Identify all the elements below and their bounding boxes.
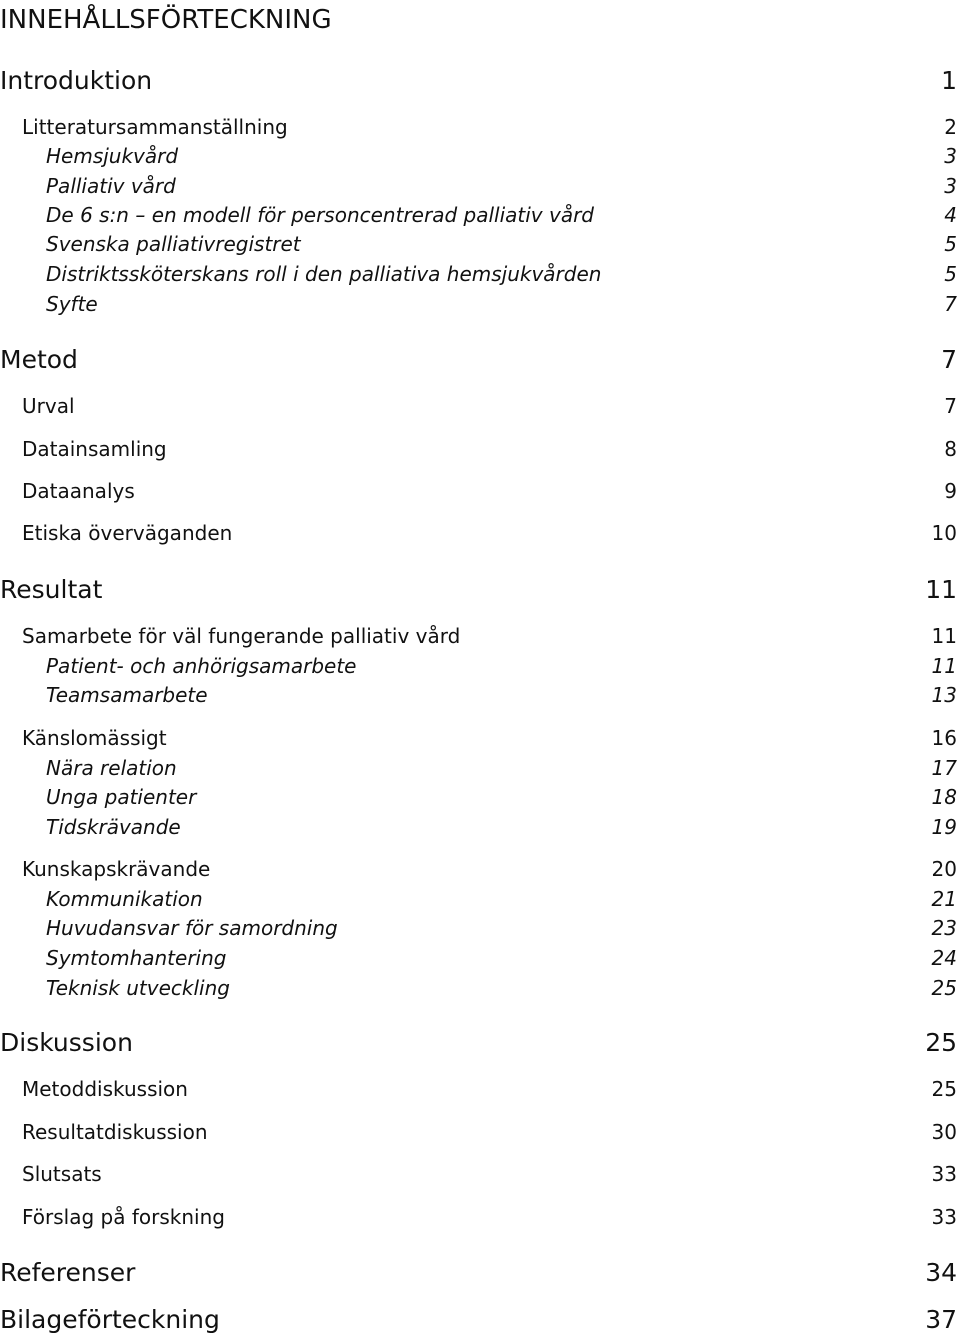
toc-entry-samarbete[interactable]	[0, 623, 957, 649]
toc-entry-page: 3	[944, 174, 957, 198]
toc-entry-label: Diskussion	[0, 1028, 133, 1057]
toc-entry-label: Tidskrävande	[46, 815, 181, 839]
toc-entry-label: Metoddiskussion	[22, 1077, 188, 1101]
toc-entry-label: Syfte	[46, 292, 98, 316]
toc-entry-page: 17	[931, 756, 957, 780]
toc-entry-label: Teamsamarbete	[46, 683, 208, 707]
toc-entry-resultat[interactable]	[0, 575, 957, 605]
toc-entry-label: Introduktion	[0, 66, 153, 95]
toc-entry-page: 11	[925, 575, 957, 604]
toc-entry-page: 25	[931, 1077, 957, 1101]
toc-entry-page: 33	[931, 1162, 957, 1186]
toc-entry-page: 21	[931, 887, 957, 911]
toc-entry-label: Känslomässigt	[22, 726, 167, 750]
toc-entry-page: 1	[941, 66, 957, 95]
toc-entry-kanslomassigt[interactable]	[0, 725, 957, 751]
toc-entry-label: Datainsamling	[22, 437, 167, 461]
toc-entry-bilageforteckning[interactable]	[0, 1305, 957, 1335]
toc-entry-teamsamarbete[interactable]	[0, 682, 957, 708]
toc-entry-label: Bilageförteckning	[0, 1305, 220, 1334]
toc-entry-patient-och-anhorigsamarbete[interactable]	[0, 653, 957, 679]
toc-entry-label: Unga patienter	[46, 785, 197, 809]
toc-entry-introduktion[interactable]	[0, 66, 957, 96]
toc-entry-label: Kommunikation	[46, 887, 203, 911]
toc-entry-tidskravande[interactable]	[0, 814, 957, 840]
toc-entry-distriktsskoterskans-roll[interactable]	[0, 261, 957, 287]
toc-entry-page: 19	[931, 815, 957, 839]
toc-entry-label: Palliativ vård	[46, 174, 176, 198]
toc-entry-label: Metod	[0, 345, 78, 374]
toc-entry-page: 20	[931, 857, 957, 881]
page-title: INNEHÅLLSFÖRTECKNING	[0, 5, 332, 35]
toc-entry-palliativ-vard[interactable]	[0, 173, 957, 199]
toc-entry-page: 3	[944, 144, 957, 168]
toc-entry-page: 7	[944, 292, 957, 316]
toc-entry-etiska-overvaganden[interactable]	[0, 520, 957, 546]
toc-entry-datainsamling[interactable]	[0, 436, 957, 462]
toc-entry-label: De 6 s:n – en modell för personcentrerad palliativ vård	[46, 203, 594, 227]
toc-entry-label: Referenser	[0, 1258, 136, 1287]
toc-entry-page: 7	[941, 345, 957, 374]
toc-entry-label: Distriktssköterskans roll i den palliativa hemsjukvården	[46, 262, 602, 286]
toc-entry-page: 13	[931, 683, 957, 707]
toc-entry-diskussion[interactable]	[0, 1028, 957, 1058]
toc-entry-de-6-sn[interactable]	[0, 202, 957, 228]
toc-entry-page: 23	[931, 916, 957, 940]
toc-entry-forslag-pa-forskning[interactable]	[0, 1204, 957, 1230]
toc-entry-label: Dataanalys	[22, 479, 135, 503]
toc-entry-label: Samarbete för väl fungerande palliativ vård	[22, 624, 461, 648]
toc-entry-label: Litteratursammanställning	[22, 115, 288, 139]
toc-entry-label: Urval	[22, 394, 75, 418]
toc-entry-page: 7	[944, 394, 957, 418]
toc-entry-label: Kunskapskrävande	[22, 857, 211, 881]
toc-entry-page: 11	[931, 654, 957, 678]
toc-entry-page: 5	[944, 232, 957, 256]
toc-entry-page: 18	[931, 785, 957, 809]
toc-entry-label: Förslag på forskning	[22, 1205, 225, 1229]
toc-entry-dataanalys[interactable]	[0, 478, 957, 504]
toc-entry-referenser[interactable]	[0, 1258, 957, 1288]
toc-entry-label: Hemsjukvård	[46, 144, 179, 168]
toc-entry-label: Huvudansvar för samordning	[46, 916, 338, 940]
toc-entry-label: Slutsats	[22, 1162, 102, 1186]
toc-entry-page: 5	[944, 262, 957, 286]
toc-entry-litteratursammanstallning[interactable]	[0, 114, 957, 140]
toc-entry-symtomhantering[interactable]	[0, 945, 957, 971]
toc-entry-label: Teknisk utveckling	[46, 976, 230, 1000]
toc-entry-page: 10	[931, 521, 957, 545]
toc-entry-page: 25	[925, 1028, 957, 1057]
toc-entry-hemsjukvard[interactable]	[0, 143, 957, 169]
toc-entry-page: 33	[931, 1205, 957, 1229]
toc-entry-label: Nära relation	[46, 756, 177, 780]
toc-entry-teknisk-utveckling[interactable]	[0, 975, 957, 1001]
toc-entry-metod[interactable]	[0, 345, 957, 375]
toc-entry-kommunikation[interactable]	[0, 886, 957, 912]
toc-entry-page: 8	[944, 437, 957, 461]
toc-entry-unga-patienter[interactable]	[0, 784, 957, 810]
toc-entry-page: 9	[944, 479, 957, 503]
toc-entry-urval[interactable]	[0, 393, 957, 419]
toc-entry-label: Symtomhantering	[46, 946, 227, 970]
toc-entry-label: Patient- och anhörigsamarbete	[46, 654, 357, 678]
toc-entry-page: 25	[931, 976, 957, 1000]
toc-entry-page: 11	[931, 624, 957, 648]
toc-entry-nara-relation[interactable]	[0, 755, 957, 781]
toc-entry-syfte[interactable]	[0, 291, 957, 317]
toc-entry-label: Etiska överväganden	[22, 521, 233, 545]
toc-entry-page: 30	[931, 1120, 957, 1144]
toc-entry-page: 4	[944, 203, 957, 227]
toc-entry-page: 34	[925, 1258, 957, 1287]
toc-entry-slutsats[interactable]	[0, 1161, 957, 1187]
toc-entry-page: 24	[931, 946, 957, 970]
toc-entry-page: 16	[931, 726, 957, 750]
toc-entry-label: Resultatdiskussion	[22, 1120, 208, 1144]
toc-entry-label: Resultat	[0, 575, 103, 604]
toc-entry-svenska-palliativregistret[interactable]	[0, 231, 957, 257]
toc-entry-kunskapskravande[interactable]	[0, 856, 957, 882]
toc-entry-page: 2	[944, 115, 957, 139]
toc-entry-page: 37	[925, 1305, 957, 1334]
toc-entry-label: Svenska palliativregistret	[46, 232, 301, 256]
toc-entry-huvudansvar-for-samordning[interactable]	[0, 915, 957, 941]
toc-entry-metoddiskussion[interactable]	[0, 1076, 957, 1102]
toc-entry-resultatdiskussion[interactable]	[0, 1119, 957, 1145]
